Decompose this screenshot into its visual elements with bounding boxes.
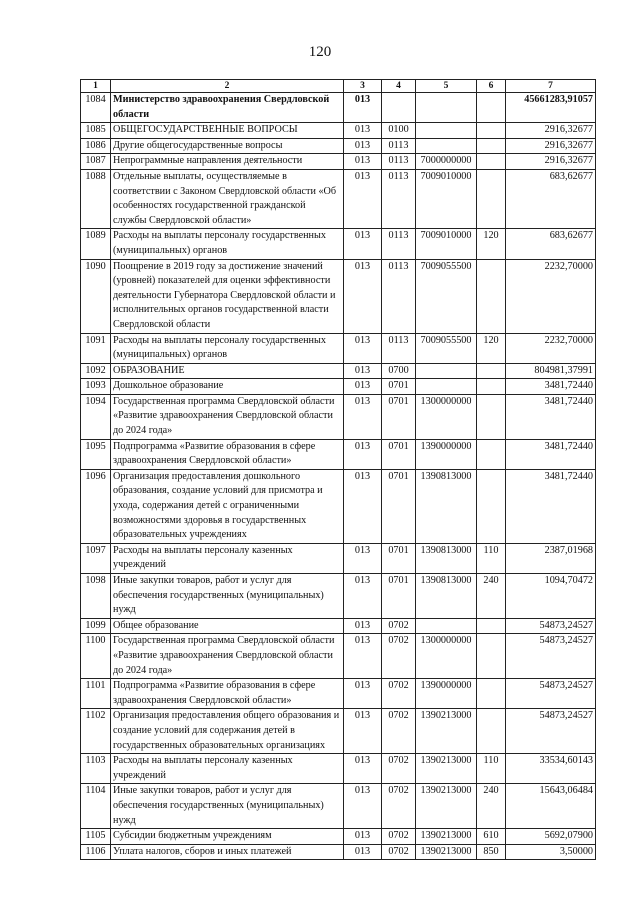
table-row	[81, 93, 596, 123]
row-section-code: 0113	[382, 259, 416, 333]
row-number: 1091	[81, 333, 111, 363]
row-ministry-code: 013	[344, 93, 382, 123]
row-section-code: 0113	[382, 333, 416, 363]
row-target-code	[416, 123, 477, 139]
row-name: Расходы на выплаты персоналу казенных учреждений	[111, 543, 344, 573]
row-expense-type: 110	[477, 543, 506, 573]
row-expense-type	[477, 634, 506, 679]
column-header: 5	[416, 80, 477, 93]
row-ministry-code: 013	[344, 154, 382, 170]
column-header: 1	[81, 80, 111, 93]
row-number: 1099	[81, 618, 111, 634]
table-row	[81, 679, 596, 709]
row-section-code: 0702	[382, 709, 416, 754]
row-section-code: 0702	[382, 844, 416, 860]
row-expense-type: 120	[477, 229, 506, 259]
row-amount: 54873,24527	[506, 679, 596, 709]
row-expense-type: 240	[477, 784, 506, 829]
column-header: 7	[506, 80, 596, 93]
row-expense-type: 850	[477, 844, 506, 860]
table-row	[81, 394, 596, 439]
table-row	[81, 754, 596, 784]
row-expense-type: 120	[477, 333, 506, 363]
row-number: 1086	[81, 138, 111, 154]
row-target-code: 1390213000	[416, 784, 477, 829]
row-amount: 3481,72440	[506, 394, 596, 439]
row-ministry-code: 013	[344, 618, 382, 634]
table-row	[81, 439, 596, 469]
row-amount: 3481,72440	[506, 379, 596, 395]
row-expense-type	[477, 618, 506, 634]
row-target-code: 1300000000	[416, 394, 477, 439]
row-section-code: 0701	[382, 439, 416, 469]
row-number: 1104	[81, 784, 111, 829]
row-number: 1094	[81, 394, 111, 439]
row-section-code: 0702	[382, 634, 416, 679]
row-name: ОБРАЗОВАНИЕ	[111, 363, 344, 379]
row-amount: 45661283,91057	[506, 93, 596, 123]
table-row	[81, 618, 596, 634]
row-number: 1106	[81, 844, 111, 860]
row-expense-type	[477, 394, 506, 439]
column-header: 4	[382, 80, 416, 93]
row-name: Государственная программа Свердловской области «Развитие здравоохранения Свердловской области до 2024 года»	[111, 634, 344, 679]
row-target-code: 7009010000	[416, 169, 477, 228]
row-name: Организация предоставления общего образования и создание условий для содержания детей в государственных образовательных организациях	[111, 709, 344, 754]
row-target-code: 1390813000	[416, 543, 477, 573]
row-number: 1097	[81, 543, 111, 573]
row-name: Субсидии бюджетным учреждениям	[111, 829, 344, 845]
row-name: Подпрограмма «Развитие образования в сфере здравоохранения Свердловской области»	[111, 439, 344, 469]
table-header-row	[81, 80, 596, 93]
row-ministry-code: 013	[344, 709, 382, 754]
row-ministry-code: 013	[344, 333, 382, 363]
column-header: 2	[111, 80, 344, 93]
row-expense-type	[477, 709, 506, 754]
row-target-code: 1390813000	[416, 469, 477, 543]
row-ministry-code: 013	[344, 543, 382, 573]
row-ministry-code: 013	[344, 754, 382, 784]
row-number: 1095	[81, 439, 111, 469]
row-section-code: 0702	[382, 618, 416, 634]
row-name: Другие общегосударственные вопросы	[111, 138, 344, 154]
row-amount: 1094,70472	[506, 574, 596, 619]
row-amount: 2916,32677	[506, 154, 596, 170]
row-name: Расходы на выплаты персоналу государственных (муниципальных) органов	[111, 229, 344, 259]
row-target-code: 7000000000	[416, 154, 477, 170]
row-expense-type	[477, 439, 506, 469]
row-name: ОБЩЕГОСУДАРСТВЕННЫЕ ВОПРОСЫ	[111, 123, 344, 139]
row-target-code: 1390213000	[416, 709, 477, 754]
row-ministry-code: 013	[344, 439, 382, 469]
row-number: 1093	[81, 379, 111, 395]
table-row	[81, 784, 596, 829]
row-section-code: 0700	[382, 363, 416, 379]
row-amount: 2387,01968	[506, 543, 596, 573]
row-section-code	[382, 93, 416, 123]
row-amount: 33534,60143	[506, 754, 596, 784]
row-section-code: 0701	[382, 379, 416, 395]
row-name: Организация предоставления дошкольного образования, создание условий для присмотра и ухода, содержания детей с ограниченными возможностями здоровья в государственных образовательных учреждениях	[111, 469, 344, 543]
table-row	[81, 169, 596, 228]
row-ministry-code: 013	[344, 829, 382, 845]
row-expense-type	[477, 123, 506, 139]
row-number: 1092	[81, 363, 111, 379]
table-row	[81, 154, 596, 170]
column-header: 6	[477, 80, 506, 93]
row-amount: 683,62677	[506, 169, 596, 228]
row-section-code: 0702	[382, 784, 416, 829]
row-number: 1105	[81, 829, 111, 845]
row-section-code: 0701	[382, 543, 416, 573]
row-expense-type	[477, 379, 506, 395]
row-amount: 54873,24527	[506, 709, 596, 754]
row-amount: 683,62677	[506, 229, 596, 259]
row-number: 1100	[81, 634, 111, 679]
row-target-code	[416, 138, 477, 154]
row-section-code: 0701	[382, 394, 416, 439]
row-expense-type: 110	[477, 754, 506, 784]
row-target-code: 7009055500	[416, 333, 477, 363]
row-amount: 3481,72440	[506, 469, 596, 543]
row-name: Уплата налогов, сборов и иных платежей	[111, 844, 344, 860]
row-name: Иные закупки товаров, работ и услуг для обеспечения государственных (муниципальных) нужд	[111, 574, 344, 619]
row-section-code: 0113	[382, 154, 416, 170]
table-row	[81, 123, 596, 139]
row-amount: 5692,07900	[506, 829, 596, 845]
row-target-code: 1390813000	[416, 574, 477, 619]
budget-table	[80, 79, 596, 860]
row-target-code: 7009055500	[416, 259, 477, 333]
row-ministry-code: 013	[344, 259, 382, 333]
row-ministry-code: 013	[344, 469, 382, 543]
row-target-code: 1390213000	[416, 844, 477, 860]
row-section-code: 0702	[382, 829, 416, 845]
row-name: Общее образование	[111, 618, 344, 634]
row-target-code: 1390000000	[416, 439, 477, 469]
row-number: 1102	[81, 709, 111, 754]
row-target-code: 1390213000	[416, 829, 477, 845]
row-number: 1084	[81, 93, 111, 123]
table-row	[81, 574, 596, 619]
row-section-code: 0113	[382, 229, 416, 259]
row-ministry-code: 013	[344, 574, 382, 619]
row-name: Отдельные выплаты, осуществляемые в соответствии с Законом Свердловской области «Об особенностях государственной гражданской службы Свердловской области»	[111, 169, 344, 228]
row-ministry-code: 013	[344, 679, 382, 709]
row-ministry-code: 013	[344, 784, 382, 829]
row-ministry-code: 013	[344, 394, 382, 439]
row-target-code	[416, 93, 477, 123]
row-name: Расходы на выплаты персоналу казенных учреждений	[111, 754, 344, 784]
row-amount: 3,50000	[506, 844, 596, 860]
row-amount: 2916,32677	[506, 138, 596, 154]
row-ministry-code: 013	[344, 169, 382, 228]
row-number: 1101	[81, 679, 111, 709]
row-expense-type	[477, 93, 506, 123]
row-target-code: 1300000000	[416, 634, 477, 679]
table-row	[81, 469, 596, 543]
row-number: 1098	[81, 574, 111, 619]
row-amount: 54873,24527	[506, 634, 596, 679]
row-name: Иные закупки товаров, работ и услуг для обеспечения государственных (муниципальных) нужд	[111, 784, 344, 829]
row-ministry-code: 013	[344, 379, 382, 395]
row-target-code: 1390000000	[416, 679, 477, 709]
row-ministry-code: 013	[344, 123, 382, 139]
row-target-code: 1390213000	[416, 754, 477, 784]
row-amount: 3481,72440	[506, 439, 596, 469]
row-expense-type	[477, 154, 506, 170]
row-name: Поощрение в 2019 году за достижение значений (уровней) показателей для оценки эффективности деятельности Губернатора Свердловской области и исполнительных органов государственной власти Свердловской области	[111, 259, 344, 333]
row-expense-type	[477, 469, 506, 543]
row-name: Министерство здравоохранения Свердловской области	[111, 93, 344, 123]
row-name: Расходы на выплаты персоналу государственных (муниципальных) органов	[111, 333, 344, 363]
row-name: Подпрограмма «Развитие образования в сфере здравоохранения Свердловской области»	[111, 679, 344, 709]
row-target-code	[416, 618, 477, 634]
row-name: Государственная программа Свердловской области «Развитие здравоохранения Свердловской области до 2024 года»	[111, 394, 344, 439]
row-ministry-code: 013	[344, 844, 382, 860]
row-ministry-code: 013	[344, 138, 382, 154]
row-ministry-code: 013	[344, 634, 382, 679]
row-expense-type	[477, 679, 506, 709]
row-name: Непрограммные направления деятельности	[111, 154, 344, 170]
row-number: 1103	[81, 754, 111, 784]
row-number: 1096	[81, 469, 111, 543]
row-ministry-code: 013	[344, 229, 382, 259]
table-row	[81, 379, 596, 395]
row-number: 1088	[81, 169, 111, 228]
table-row	[81, 229, 596, 259]
row-number: 1090	[81, 259, 111, 333]
row-amount: 2232,70000	[506, 259, 596, 333]
row-section-code: 0113	[382, 138, 416, 154]
row-ministry-code: 013	[344, 363, 382, 379]
table-row	[81, 709, 596, 754]
row-expense-type: 610	[477, 829, 506, 845]
row-expense-type	[477, 363, 506, 379]
table-row	[81, 844, 596, 860]
table-row	[81, 363, 596, 379]
row-expense-type: 240	[477, 574, 506, 619]
column-header: 3	[344, 80, 382, 93]
row-section-code: 0100	[382, 123, 416, 139]
row-amount: 15643,06484	[506, 784, 596, 829]
table-row	[81, 634, 596, 679]
row-target-code	[416, 379, 477, 395]
row-section-code: 0701	[382, 574, 416, 619]
row-amount: 54873,24527	[506, 618, 596, 634]
table-row	[81, 829, 596, 845]
row-section-code: 0702	[382, 754, 416, 784]
row-target-code: 7009010000	[416, 229, 477, 259]
row-name: Дошкольное образование	[111, 379, 344, 395]
row-section-code: 0702	[382, 679, 416, 709]
row-amount: 804981,37991	[506, 363, 596, 379]
table-row	[81, 138, 596, 154]
row-expense-type	[477, 169, 506, 228]
row-section-code: 0113	[382, 169, 416, 228]
page-number: 120	[308, 44, 332, 60]
row-expense-type	[477, 138, 506, 154]
row-expense-type	[477, 259, 506, 333]
table-row	[81, 333, 596, 363]
row-amount: 2232,70000	[506, 333, 596, 363]
row-amount: 2916,32677	[506, 123, 596, 139]
row-number: 1085	[81, 123, 111, 139]
row-section-code: 0701	[382, 469, 416, 543]
row-number: 1087	[81, 154, 111, 170]
row-number: 1089	[81, 229, 111, 259]
table-row	[81, 543, 596, 573]
table-row	[81, 259, 596, 333]
row-target-code	[416, 363, 477, 379]
